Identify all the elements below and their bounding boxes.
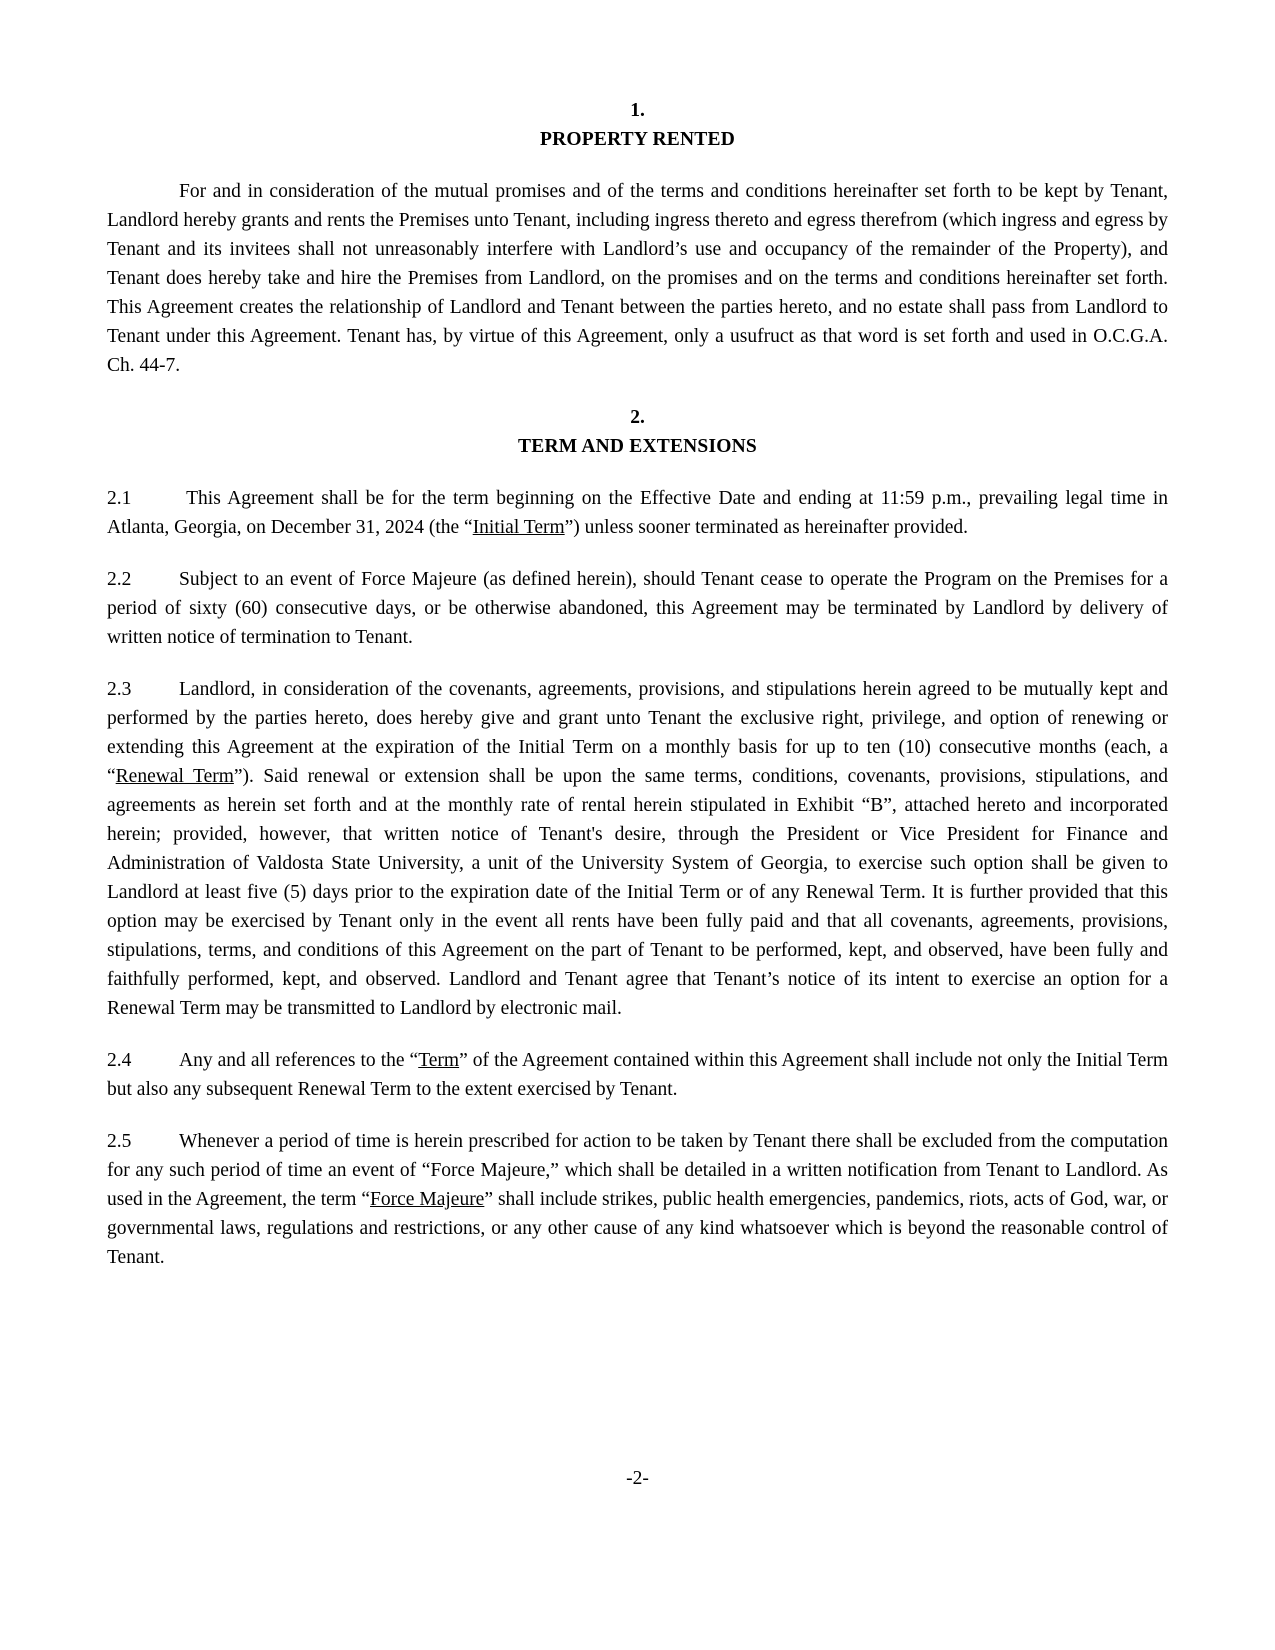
section-2-heading — [107, 403, 1168, 461]
clause-2-4-number: 2.4 — [107, 1050, 132, 1071]
clause-2-5 — [107, 1127, 1168, 1272]
section-1-number: 1. — [630, 100, 645, 121]
clause-2-3 — [107, 675, 1168, 1023]
clause-2-3-text: Landlord, in consideration of the covenants, agreements, provisions, and stipulations herein agreed to be mutually kept and performed by the parties hereto, does hereby give and grant unto Tenant the exclusive right, privilege, and option of renewing or extending this Agreement at the expiration of the Initial Term on a monthly basis for up to ten (10) consecutive months (each, a “Renewal Term”). Said renewal or extension shall be upon the same terms, conditions, covenants, provisions, stipulations, and agreements as herein set forth and at the monthly rate of rental herein stipulated in Exhibit “B”, attached hereto and incorporated herein; provided, however, that written notice of Tenant's desire, through the President or Vice President for Finance and Administration of Valdosta State University, a unit of the University System of Georgia, to exercise such option shall be given to Landlord at least five (5) days prior to the expiration date of the Initial Term or of any Renewal Term. It is further provided that this option may be exercised by Tenant only in the event all rents have been fully paid and that all covenants, agreements, provisions, stipulations, terms, and conditions of this Agreement on the part of Tenant to be performed, kept, and observed, have been fully and faithfully performed, kept, and observed. Landlord and Tenant agree that Tenant’s notice of its intent to exercise an option for a Renewal Term may be transmitted to Landlord by electronic mail. — [107, 679, 1168, 1019]
clause-2-4 — [107, 1046, 1168, 1104]
clause-2-1 — [107, 484, 1168, 542]
section-1-title: PROPERTY RENTED — [540, 129, 735, 150]
clause-2-3-number: 2.3 — [107, 679, 132, 700]
section-2-number: 2. — [630, 407, 645, 428]
section-2-title: TERM AND EXTENSIONS — [518, 436, 757, 457]
section-1-heading — [107, 96, 1168, 154]
clause-2-1-number: 2.1 — [107, 488, 132, 509]
clause-property-rented: For and in consideration of the mutual promises and of the terms and conditions hereinafter set forth to be kept by Tenant, Landlord hereby grants and rents the Premises unto Tenant, including ingress thereto and egress therefrom (which ingress and egress by Tenant and its invitees shall not unreasonably interfere with Landlord’s use and occupancy of the remainder of the Property), and Tenant does hereby take and hire the Premises from Landlord, on the promises and on the terms and conditions hereinafter set forth. This Agreement creates the relationship of Landlord and Tenant between the parties hereto, and no estate shall pass from Landlord to Tenant under this Agreement. Tenant has, by virtue of this Agreement, only a usufruct as that word is set forth and used in O.C.G.A. Ch. 44-7. — [107, 181, 1168, 376]
clause-2-5-number: 2.5 — [107, 1131, 132, 1152]
clause-2-2-text: Subject to an event of Force Majeure (as defined herein), should Tenant cease to operate the Program on the Premises for a period of sixty (60) consecutive days, or be otherwise abandoned, this Agreement may be terminated by Landlord by delivery of written notice of termination to Tenant. — [107, 569, 1168, 648]
page-number: -2- — [626, 1468, 649, 1489]
clause-2-5-text: Whenever a period of time is herein prescribed for action to be taken by Tenant there shall be excluded from the computation for any such period of time an event of “Force Majeure,” which shall be detailed in a written notification from Tenant to Landlord. As used in the Agreement, the term “Force Majeure” shall include strikes, public health emergencies, pandemics, riots, acts of God, war, or governmental laws, regulations and restrictions, or any other cause of any kind whatsoever which is beyond the reasonable control of Tenant. — [107, 1131, 1168, 1268]
clause-2-2 — [107, 565, 1168, 652]
clause-2-1-text: This Agreement shall be for the term beginning on the Effective Date and ending at 11:59 p.m., prevailing legal time in Atlanta, Georgia, on December 31, 2024 (the “Initial Term”) unless sooner terminated as hereinafter provided. — [107, 488, 1168, 538]
clause-2-2-number: 2.2 — [107, 569, 132, 590]
clause-2-4-text: Any and all references to the “Term” of the Agreement contained within this Agreement shall include not only the Initial Term but also any subsequent Renewal Term to the extent exercised by Tenant. — [107, 1050, 1169, 1100]
